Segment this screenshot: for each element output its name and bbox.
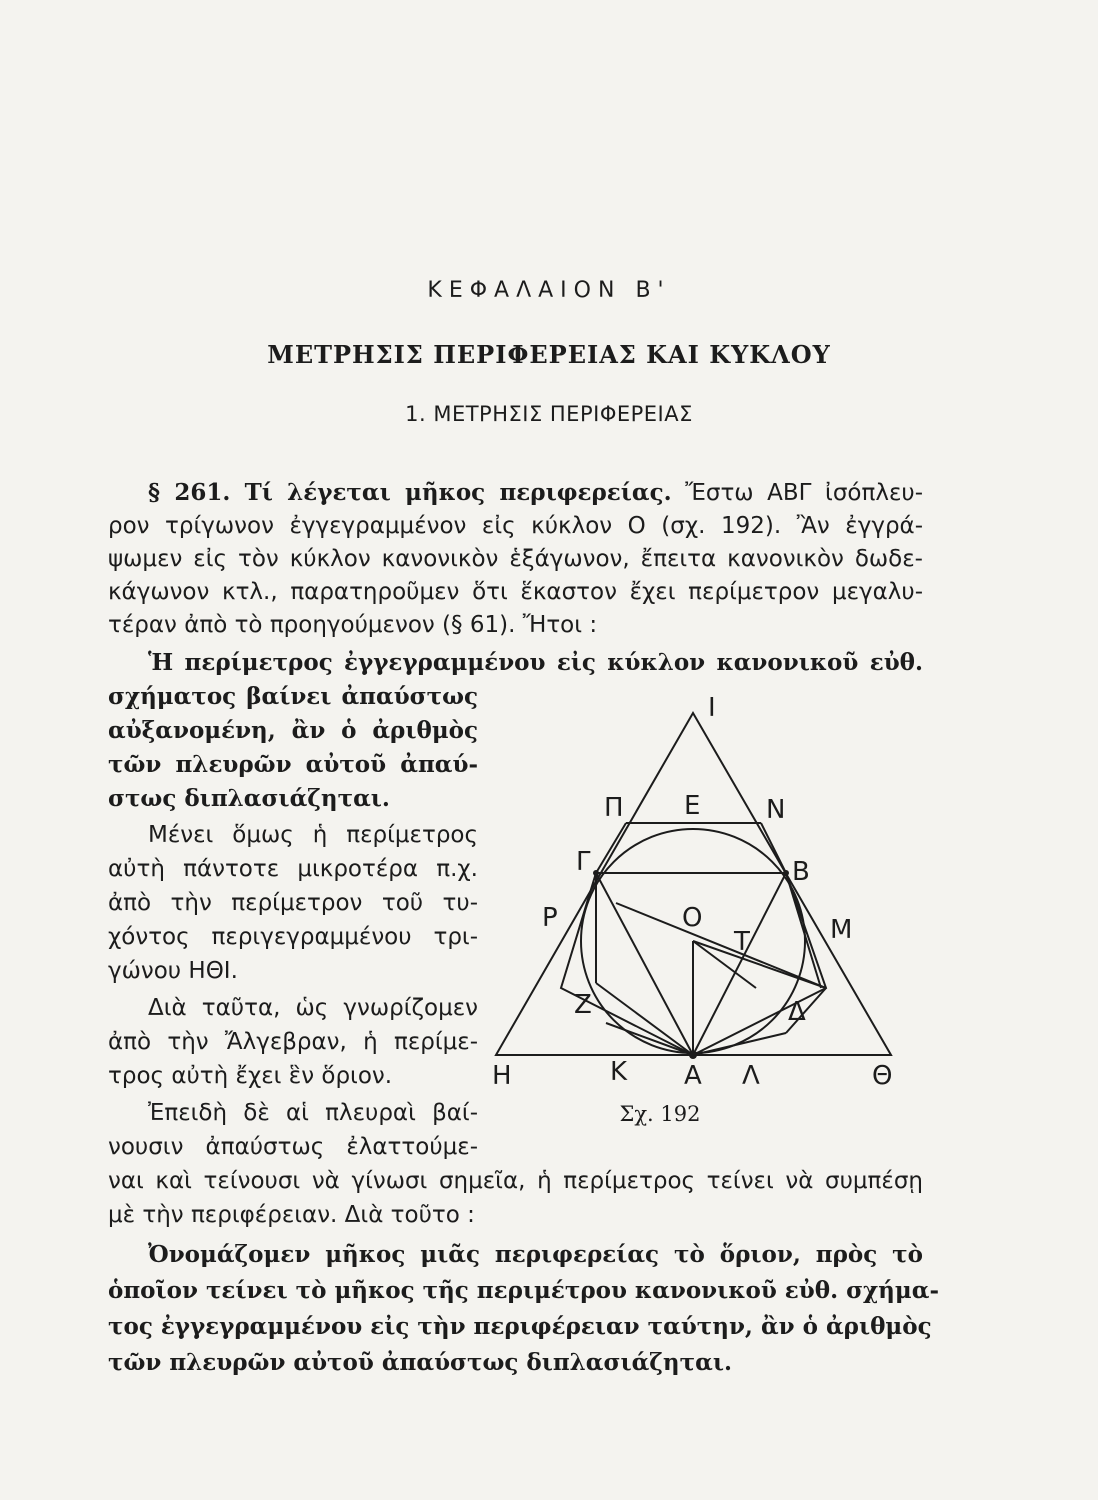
paragraph-line — [148, 478, 923, 508]
body-line: χόντος περιγεγραμμένου τρι- — [108, 924, 478, 950]
label-K: Κ — [610, 1057, 628, 1087]
paragraph-line: ρον τρίγωνον ἐγγεγραμμένον εἰς κύκλον Ο (σχ. 192). Ἂν ἐγγρά- — [108, 513, 923, 539]
label-H: Η — [492, 1061, 512, 1088]
body-line: Διὰ ταῦτα, ὡς γνωρίζομεν — [148, 995, 478, 1021]
label-Th: Θ — [872, 1061, 893, 1088]
label-D: Δ — [788, 997, 806, 1027]
paragraph-line: τέραν ἀπὸ τὸ προηγούμενον (§ 61). Ἤτοι : — [108, 612, 598, 638]
theorem-line: τῶν πλευρῶν αὐτοῦ ἀπαύ- — [108, 751, 478, 778]
point-B — [783, 870, 789, 876]
label-Z: Ζ — [574, 990, 592, 1020]
chapter-title: ΜΕΤΡΗΣΙΣ ΠΕΡΙΦΕΡΕΙΑΣ ΚΑΙ ΚΥΚΛΟΥ — [267, 340, 831, 369]
paragraph-heading: § 261. Τί λέγεται μῆκος περιφερείας. — [148, 479, 672, 506]
label-N: Ν — [766, 795, 786, 825]
body-line: ναι καὶ τείνουσι νὰ γίνωσι σημεῖα, ἡ περίμετρος τείνει νὰ συμπέσῃ — [108, 1168, 923, 1194]
theorem-line: στως διπλασιάζηται. — [108, 785, 390, 812]
label-G: Γ — [576, 847, 591, 877]
paragraph-line: ψωμεν εἰς τὸν κύκλον κανονικὸν ἑξάγωνον, ἔπειτα κανονικὸν δωδε- — [108, 546, 923, 572]
paragraph-line: κάγωνον κτλ., παρατηροῦμεν ὅτι ἕκαστον ἔχει περίμετρον μεγαλυ- — [108, 579, 923, 605]
label-L: Λ — [742, 1061, 760, 1088]
geometry-figure — [486, 688, 906, 1088]
label-A: Α — [684, 1061, 702, 1088]
figure-caption: Σχ. 192 — [619, 1102, 701, 1126]
body-line: νουσιν ἀπαύστως ἐλαττούμε- — [108, 1134, 478, 1160]
body-line: τρος αὐτὴ ἔχει ἓν ὅριον. — [108, 1063, 393, 1089]
point-G — [593, 870, 599, 876]
paragraph-text: Ἔστω ΑΒΓ ἰσόπλευ- — [671, 480, 923, 506]
body-line: Μένει ὅμως ἡ περίμετρος — [148, 822, 478, 848]
body-line: ἀπὸ τὴν περίμετρον τοῦ τυ- — [108, 890, 478, 916]
chapter-heading: ΚΕΦΑΛΑΙΟΝ Β' — [427, 278, 671, 303]
theorem-line: σχήματος βαίνει ἀπαύστως — [108, 683, 478, 710]
section-title: 1. ΜΕΤΡΗΣΙΣ ΠΕΡΙΦΕΡΕΙΑΣ — [405, 402, 693, 426]
label-P: Π — [604, 793, 624, 823]
definition-line: Ὀνομάζομεν μῆκος μιᾶς περιφερείας τὸ ὅριον, πρὸς τὸ — [148, 1241, 923, 1268]
body-line: ἀπὸ τὴν Ἄλγεβραν, ἡ περίμε- — [108, 1029, 478, 1055]
definition-line: ὁποῖον τείνει τὸ μῆκος τῆς περιμέτρου κανονικοῦ εὐθ. σχήμα- — [108, 1277, 939, 1304]
label-E: Ε — [684, 791, 701, 821]
label-M: Μ — [830, 915, 853, 945]
body-line: γώνου ΗΘΙ. — [108, 958, 238, 984]
theorem-line: αὐξανομένη, ἂν ὁ ἀριθμὸς — [108, 717, 478, 744]
label-R: Ρ — [542, 903, 558, 933]
body-line: αὐτὴ πάντοτε μικροτέρα π.χ. — [108, 856, 478, 882]
point-A — [689, 1051, 697, 1059]
label-B: Β — [792, 857, 810, 887]
body-line: Ἐπειδὴ δὲ αἱ πλευραὶ βαί- — [148, 1100, 478, 1126]
label-O: Ο — [682, 903, 703, 933]
label-I: Ι — [708, 693, 716, 723]
definition-line: τος ἐγγεγραμμένου εἰς τὴν περιφέρειαν ταύτην, ἂν ὁ ἀριθμὸς — [108, 1313, 932, 1340]
label-T: Τ — [734, 927, 750, 957]
definition-line: τῶν πλευρῶν αὐτοῦ ἀπαύστως διπλασιάζηται. — [108, 1349, 732, 1376]
theorem-line: Ἡ περίμετρος ἐγγεγραμμένου εἰς κύκλον κανονικοῦ εὐθ. — [148, 649, 923, 676]
body-line: μὲ τὴν περιφέρειαν. Διὰ τοῦτο : — [108, 1202, 475, 1228]
